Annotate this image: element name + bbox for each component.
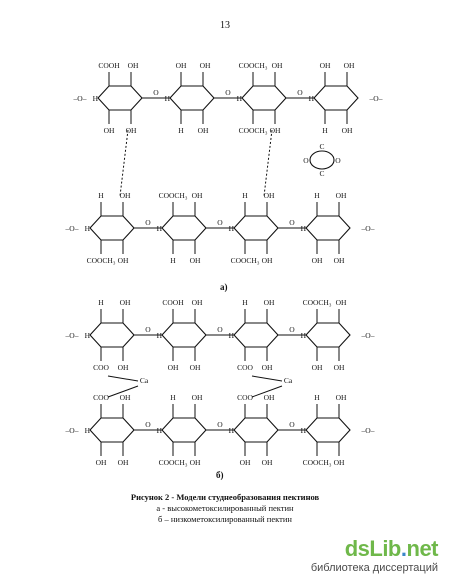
b-bottom-h-label: H — [84, 426, 90, 435]
a-top-ring — [242, 86, 286, 110]
b-top-group-up: H — [98, 298, 104, 307]
a-bottom-group-down: OH — [311, 256, 323, 265]
b-top-oh-down: OH — [333, 363, 345, 372]
a-top-oh-down: OH — [341, 126, 353, 135]
b-top-oh-down: OH — [189, 363, 201, 372]
b-top-group-down: COO — [93, 363, 109, 372]
b-top-ring — [162, 323, 206, 347]
b-top-chain-start: –O– — [65, 331, 79, 340]
b-bottom-h-label: H — [228, 426, 234, 435]
b-bottom-oh-up: OH — [119, 393, 131, 402]
b-bottom-glycosidic-o: O — [289, 420, 295, 429]
a-bottom-ring — [90, 216, 134, 240]
b-bottom-glycosidic-o: O — [145, 420, 151, 429]
a-top-chain-end: –O– — [369, 94, 383, 103]
a-top-group-up: OH — [319, 61, 331, 70]
a-bottom-h-label: H — [228, 224, 234, 233]
a-top-group-down: COOCH₃ — [238, 126, 268, 135]
a-bottom-group-down: COOCH₃ — [230, 256, 260, 265]
b-bottom-group-down: COOCH₃ — [302, 458, 332, 467]
watermark-logo — [311, 536, 438, 562]
a-bottom-h-label: H — [156, 224, 162, 233]
watermark-logo-dot: . — [400, 536, 407, 561]
panel-a-label: а) — [220, 282, 228, 292]
figure-caption-title: Рисунок 2 - Модели студнеобразования пектинов — [130, 492, 320, 502]
a-top-oh-down: OH — [197, 126, 209, 135]
a-bottom-oh-up: OH — [263, 191, 275, 200]
b-bottom-oh-down: OH — [189, 458, 201, 467]
figure-caption-a: а - высокометоксилированный пектин — [156, 503, 294, 513]
b-top-group-up: COOH — [162, 298, 184, 307]
a-hydrogen-bond — [264, 130, 272, 196]
a-bottom-glycosidic-o: O — [289, 218, 295, 227]
b-top-chain-end: –O– — [361, 331, 375, 340]
b-bottom-h-label: H — [300, 426, 306, 435]
a-top-oh-down: OH — [125, 126, 137, 135]
page-number: 13 — [220, 20, 230, 31]
b-bottom-h-label: H — [156, 426, 162, 435]
b-bottom-glycosidic-o: O — [217, 420, 223, 429]
a-top-oh-up: OH — [343, 61, 355, 70]
panel-a-structure — [65, 61, 383, 265]
b-ionic-bond — [108, 376, 138, 381]
b-bottom-oh-up: OH — [263, 393, 275, 402]
figure-caption-b: б – низкометоксилированный пектин — [158, 514, 292, 524]
b-top-glycosidic-o: O — [217, 325, 223, 334]
b-top-oh-up: OH — [191, 298, 203, 307]
b-top-group-down: OH — [311, 363, 323, 372]
b-bottom-oh-down: OH — [333, 458, 345, 467]
a-bottom-group-up: H — [242, 191, 248, 200]
a-bottom-glycosidic-o: O — [145, 218, 151, 227]
a-top-glycosidic-o: O — [153, 88, 159, 97]
a-bottom-group-up: H — [314, 191, 320, 200]
a-top-group-up: COOCH₃ — [238, 61, 268, 70]
a-bottom-h-label: H — [300, 224, 306, 233]
a-top-glycosidic-o: O — [297, 88, 303, 97]
a-top-group-down: H — [322, 126, 328, 135]
a-bottom-ring — [162, 216, 206, 240]
b-bottom-oh-down: OH — [117, 458, 129, 467]
a-hydrogen-bond — [120, 130, 128, 196]
a-top-ring — [314, 86, 358, 110]
a-bottom-group-up: H — [98, 191, 104, 200]
b-bottom-group-down: COOCH₃ — [158, 458, 188, 467]
a-bottom-ring — [306, 216, 350, 240]
a-bottom-oh-down: OH — [261, 256, 273, 265]
watermark-subtitle: библиотека диссертаций — [310, 562, 438, 574]
b-top-oh-up: OH — [335, 298, 347, 307]
a-bottom-group-up: COOCH₃ — [158, 191, 188, 200]
b-top-group-down: COO — [237, 363, 253, 372]
a-bridge-ring — [310, 151, 334, 169]
a-bridge-c-top: C — [319, 142, 325, 151]
b-top-group-up: COOCH₃ — [302, 298, 332, 307]
b-top-h-label: H — [228, 331, 234, 340]
a-top-h-label: H — [164, 94, 170, 103]
b-top-group-up: H — [242, 298, 248, 307]
a-bottom-oh-down: OH — [117, 256, 129, 265]
a-top-ring — [170, 86, 214, 110]
b-top-oh-down: OH — [117, 363, 129, 372]
a-bottom-chain-end: –O– — [361, 224, 375, 233]
a-bottom-oh-up: OH — [191, 191, 203, 200]
b-bottom-oh-up: OH — [191, 393, 203, 402]
a-bottom-glycosidic-o: O — [217, 218, 223, 227]
b-top-h-label: H — [84, 331, 90, 340]
a-top-oh-up: OH — [199, 61, 211, 70]
b-top-oh-up: OH — [263, 298, 275, 307]
watermark-logo-left: dsLib — [344, 536, 401, 561]
b-top-group-down: OH — [167, 363, 179, 372]
a-bottom-chain-start: –O– — [65, 224, 79, 233]
panel-b-structure — [65, 298, 375, 467]
a-top-group-up: OH — [175, 61, 187, 70]
a-bridge-c-bottom: C — [319, 169, 325, 178]
b-bottom-ring — [234, 418, 278, 442]
b-top-h-label: H — [300, 331, 306, 340]
b-top-ring — [234, 323, 278, 347]
b-top-glycosidic-o: O — [145, 325, 151, 334]
site-watermark — [311, 536, 438, 574]
b-bottom-group-up: H — [170, 393, 176, 402]
b-bottom-group-down: OH — [95, 458, 107, 467]
a-top-oh-up: OH — [271, 61, 283, 70]
a-bottom-group-down: COOCH₃ — [86, 256, 116, 265]
a-bridge-o-left: O — [303, 156, 309, 165]
b-top-ring — [90, 323, 134, 347]
a-bottom-group-down: H — [170, 256, 176, 265]
a-bottom-oh-down: OH — [333, 256, 345, 265]
panel-b-label: б) — [216, 470, 224, 480]
b-top-h-label: H — [156, 331, 162, 340]
a-top-h-label: H — [236, 94, 242, 103]
b-top-ring — [306, 323, 350, 347]
a-bottom-oh-up: OH — [335, 191, 347, 200]
a-bottom-oh-down: OH — [189, 256, 201, 265]
b-bottom-group-down: OH — [239, 458, 251, 467]
a-top-oh-down: OH — [269, 126, 281, 135]
b-calcium-ion: Ca — [139, 376, 149, 385]
b-bottom-ring — [90, 418, 134, 442]
a-top-h-label: H — [92, 94, 98, 103]
a-top-group-down: H — [178, 126, 184, 135]
a-top-group-up: COOH — [98, 61, 120, 70]
b-bottom-chain-end: –O– — [361, 426, 375, 435]
a-bottom-ring — [234, 216, 278, 240]
b-bottom-oh-down: OH — [261, 458, 273, 467]
b-calcium-ion: Ca — [283, 376, 293, 385]
watermark-logo-right: net — [406, 536, 438, 561]
b-bottom-group-up: COO — [237, 393, 253, 402]
a-bridge-o-right: O — [335, 156, 341, 165]
a-top-h-label: H — [308, 94, 314, 103]
b-top-oh-down: OH — [261, 363, 273, 372]
a-top-ring — [98, 86, 142, 110]
b-bottom-chain-start: –O– — [65, 426, 79, 435]
b-bottom-oh-up: OH — [335, 393, 347, 402]
b-bottom-ring — [306, 418, 350, 442]
a-top-group-down: OH — [103, 126, 115, 135]
b-bottom-group-up: H — [314, 393, 320, 402]
a-bottom-h-label: H — [84, 224, 90, 233]
b-top-oh-up: OH — [119, 298, 131, 307]
b-ionic-bond — [252, 376, 282, 381]
b-bottom-ring — [162, 418, 206, 442]
b-top-glycosidic-o: O — [289, 325, 295, 334]
a-bottom-oh-up: OH — [119, 191, 131, 200]
a-top-glycosidic-o: O — [225, 88, 231, 97]
b-bottom-group-up: COO — [93, 393, 109, 402]
a-top-chain-start: –O– — [73, 94, 87, 103]
a-top-oh-up: OH — [127, 61, 139, 70]
